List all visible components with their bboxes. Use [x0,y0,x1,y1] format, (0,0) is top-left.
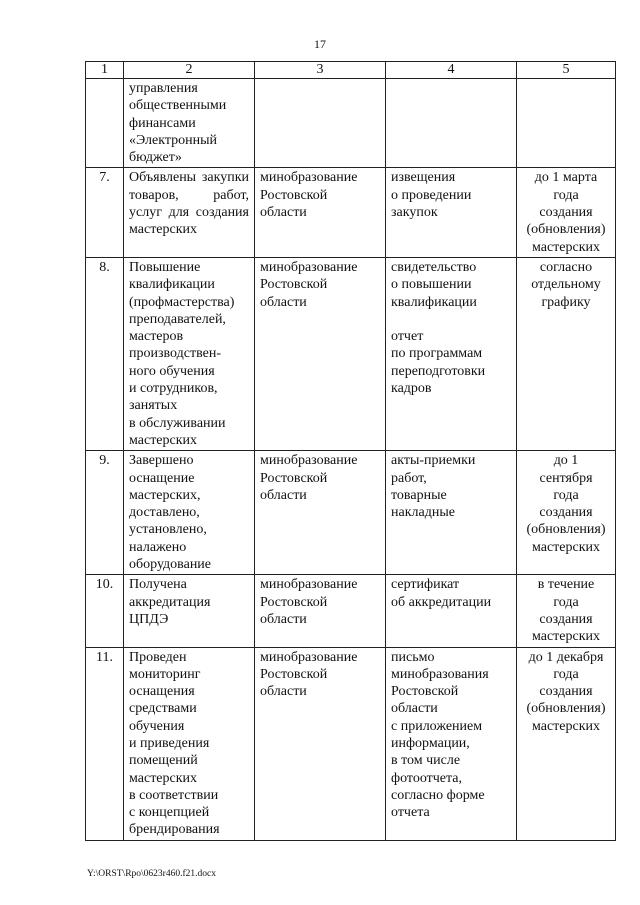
row-document [386,79,517,168]
row-responsible [255,79,386,168]
row-responsible: минобразование Ростовской области [255,257,386,450]
row-document: письмо минобразования Ростовской области с приложением информации, в том числе фотоотчета, согласно форме отчета [386,647,517,840]
row-deadline: согласно отдельному графику [517,257,616,450]
row-responsible: минобразование Ростовской области [255,451,386,575]
row-number: 11. [86,647,124,840]
row-deadline: до 1 сентября года создания (обновления) мастерских [517,451,616,575]
table-header-row [86,62,616,79]
row-responsible: минобразование Ростовской области [255,575,386,647]
row-event: Объявлены закупки товаров, работ, услуг для создания мастерских [124,168,255,257]
column-document-header: 4 [386,62,517,79]
row-responsible: минобразование Ростовской области [255,647,386,840]
row-event: Проведен мониторинг оснащения средствами обучения и приведения помещений мастерских в соответствии с концепцией брендирования [124,647,255,840]
row-event: Завершено оснащение мастерских, доставлено, установлено, налажено оборудование [124,451,255,575]
row-number: 10. [86,575,124,647]
table-row [86,451,616,575]
row-number: 9. [86,451,124,575]
row-document: свидетельство о повышении квалификации отчет по программам переподготовки кадров [386,257,517,450]
column-event-header: 2 [124,62,255,79]
table-row [86,257,616,450]
table-row [86,168,616,257]
row-number: 7. [86,168,124,257]
measures-table [85,61,616,841]
row-document: сертификат об аккредитации [386,575,517,647]
column-responsible-header: 3 [255,62,386,79]
row-responsible: минобразование Ростовской области [255,168,386,257]
file-path-footer: Y:\ORST\Rpo\0623r460.f21.docx [87,869,216,879]
row-deadline: до 1 декабря года создания (обновления) мастерских [517,647,616,840]
row-event: управления общественными финансами «Электронный бюджет» [124,79,255,168]
row-deadline: в течение года создания мастерских [517,575,616,647]
column-number-header: 1 [86,62,124,79]
row-document: извещения о проведении закупок [386,168,517,257]
row-document: акты-приемки работ, товарные накладные [386,451,517,575]
table-row [86,647,616,840]
row-event: Получена аккредитация ЦПДЭ [124,575,255,647]
table-row [86,79,616,168]
table-row [86,575,616,647]
column-deadline-header: 5 [517,62,616,79]
row-event: Повышение квалификации (профмастерства) преподавателей, мастеров производствен- ного обучения и сотрудников, занятых в обслуживании мастерских [124,257,255,450]
row-number: 8. [86,257,124,450]
row-deadline: до 1 марта года создания (обновления) мастерских [517,168,616,257]
page-number: 17 [314,37,326,51]
row-deadline [517,79,616,168]
row-number [86,79,124,168]
